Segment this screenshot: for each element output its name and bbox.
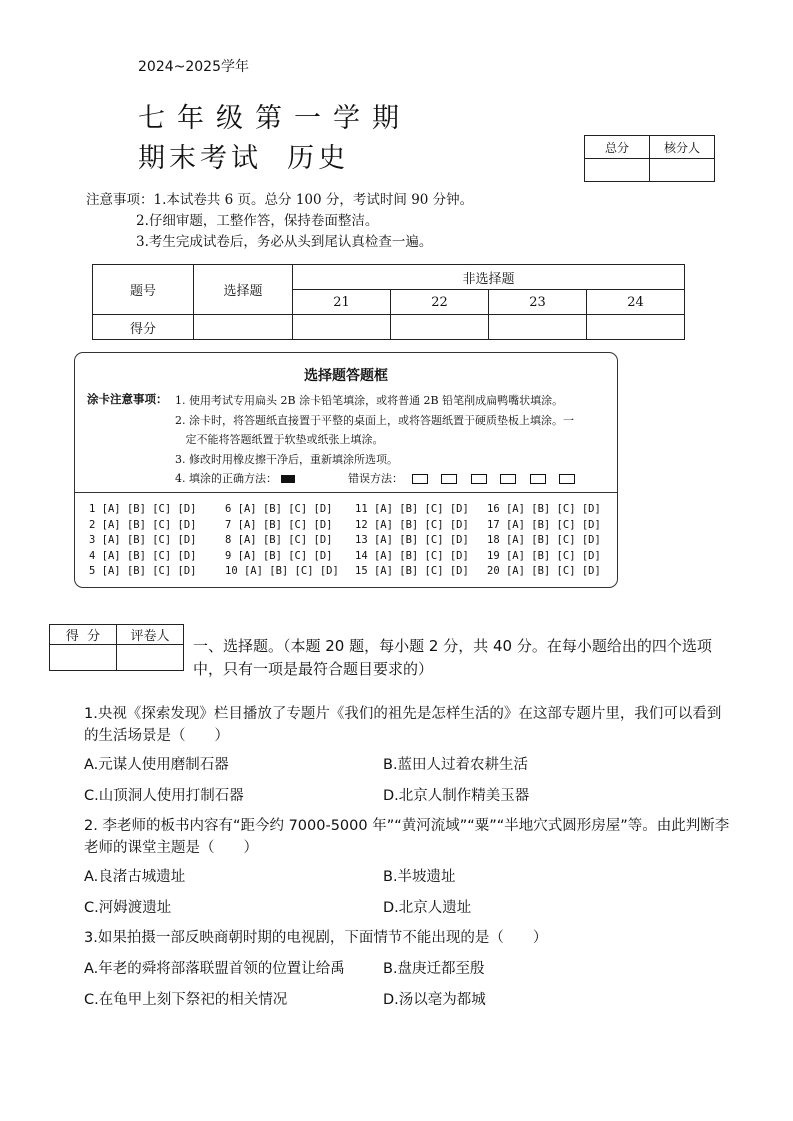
option: B.蓝田人过着农耕生活 bbox=[383, 757, 529, 773]
option: D.北京人制作精美玉器 bbox=[383, 788, 530, 804]
answer-sheet-title: 选择题答题框 bbox=[304, 368, 388, 384]
instruction-line: 2. 涂卡时，将答题纸直接置于平整的桌面上，或将答题纸置于硬质垫板上填涂。一 bbox=[175, 413, 574, 427]
instructions-label: 涂卡注意事项： bbox=[87, 392, 168, 406]
bubble-row: 4 [A] [B] [C] [D] bbox=[89, 549, 197, 562]
score-cell bbox=[587, 315, 685, 340]
bubble-row: 11 [A] [B] [C] [D] bbox=[355, 503, 469, 515]
bubble-row: 12 [A] [B] [C] [D] bbox=[355, 518, 469, 531]
question-stem: 2. 李老师的板书内容有“距今约 7000-5000 年”“黄河流域”“粟”“半地穴式圆形房屋”等。由此判断李老师的课堂主题是（ ） bbox=[84, 818, 730, 856]
col-22: 22 bbox=[391, 290, 489, 315]
wrong-partial-icon bbox=[500, 474, 516, 484]
sheet-divider bbox=[75, 492, 617, 493]
option: A.良渚古城遗址 bbox=[84, 869, 186, 885]
bubble-row: 9 [A] [B] [C] [D] bbox=[225, 549, 333, 562]
wrong-dot-icon bbox=[441, 474, 457, 484]
col-23: 23 bbox=[489, 290, 587, 315]
checker-cell bbox=[650, 159, 715, 182]
exam-subtitle: 期末考试 历史 bbox=[138, 143, 350, 174]
col-21: 21 bbox=[293, 290, 391, 315]
option: D.北京人遗址 bbox=[383, 900, 472, 916]
q-no-header: 题号 bbox=[93, 265, 194, 315]
option: C.山顶洞人使用打制石器 bbox=[84, 788, 244, 804]
grader-reviewer-cell bbox=[117, 645, 184, 671]
score-cell bbox=[489, 315, 587, 340]
option: C.在龟甲上刻下祭祀的相关情况 bbox=[84, 992, 288, 1008]
grader-score-label: 得 分 bbox=[50, 625, 117, 645]
score-row-label: 得分 bbox=[93, 315, 194, 340]
wrong-methods-label: 错误方法： bbox=[348, 472, 403, 485]
bubble-row: 20 [A] [B] [C] [D] bbox=[487, 565, 601, 577]
bubble-row: 16 [A] [B] [C] [D] bbox=[487, 503, 601, 515]
instruction-line: 1. 使用考试专用扁头 2B 涂卡铅笔填涂，或将普通 2B 铅笔削成扁鸭嘴状填涂。 bbox=[175, 394, 564, 407]
bubble-row: 15 [A] [B] [C] [D] bbox=[355, 565, 469, 577]
option: B.盘庚迁都至殷 bbox=[383, 961, 485, 977]
section-heading: 一、选择题。（本题 20 题，每小题 2 分，共 40 分。在每小题给出的四个选项中，只有一项是最符合题目要求的） bbox=[193, 637, 712, 678]
bubble-row: 17 [A] [B] [C] [D] bbox=[487, 518, 601, 531]
score-cell bbox=[194, 315, 293, 340]
score-table bbox=[92, 264, 685, 340]
bubble-row: 6 [A] [B] [C] [D] bbox=[225, 503, 333, 515]
score-cell bbox=[391, 315, 489, 340]
total-score-cell bbox=[585, 159, 650, 182]
bubble-row: 1 [A] [B] [C] [D] bbox=[89, 503, 197, 515]
grader-score-cell bbox=[50, 645, 117, 671]
bubble-row: 18 [A] [B] [C] [D] bbox=[487, 534, 601, 546]
wrong-slash-icon bbox=[559, 474, 575, 484]
school-year: 2024~2025学年 bbox=[138, 59, 249, 75]
bubble-row: 8 [A] [B] [C] [D] bbox=[225, 534, 333, 546]
choice-header: 选择题 bbox=[194, 265, 293, 315]
bubble-row: 19 [A] [B] [C] [D] bbox=[487, 549, 601, 562]
option: C.河姆渡遗址 bbox=[84, 900, 172, 916]
option: D.汤以亳为都城 bbox=[383, 992, 486, 1008]
bubble-row: 14 [A] [B] [C] [D] bbox=[355, 549, 469, 562]
option: A.年老的舜将部落联盟首领的位置让给禹 bbox=[84, 961, 345, 977]
option: A.元谋人使用磨制石器 bbox=[84, 757, 229, 773]
bubble-row: 5 [A] [B] [C] [D] bbox=[89, 565, 197, 577]
bubble-row: 7 [A] [B] [C] [D] bbox=[225, 518, 333, 531]
notes-label: 注意事项： bbox=[86, 192, 154, 208]
question-stem: 1.央视《探索发现》栏目播放了专题片《我们的祖先是怎样生活的》在这部专题片里，我们可以看到的生活场景是（ ） bbox=[84, 706, 722, 744]
bubble-row: 3 [A] [B] [C] [D] bbox=[89, 534, 197, 546]
option: B.半坡遗址 bbox=[383, 869, 456, 885]
question-stem: 3.如果拍摄一部反映商朝时期的电视剧，下面情节不能出现的是（ ） bbox=[84, 930, 548, 946]
score-cell bbox=[293, 315, 391, 340]
grader-reviewer-label: 评卷人 bbox=[117, 625, 184, 645]
total-score-box bbox=[584, 135, 715, 182]
bubble-row: 10 [A] [B] [C] [D] bbox=[225, 565, 339, 577]
wrong-cross-icon bbox=[471, 474, 487, 484]
note-item: 3.考生完成试卷后，务必从头到尾认真检查一遍。 bbox=[136, 234, 433, 250]
answer-sheet bbox=[74, 352, 618, 588]
instruction-line: 4. 填涂的正确方法： bbox=[175, 472, 277, 485]
wrong-methods bbox=[348, 470, 580, 486]
total-score-label: 总分 bbox=[585, 136, 650, 159]
checker-label: 核分人 bbox=[650, 136, 715, 159]
wrong-circle-icon bbox=[530, 474, 546, 484]
instruction-line: 定不能将答题纸置于软垫或纸张上填涂。 bbox=[175, 433, 384, 446]
nonchoice-header: 非选择题 bbox=[293, 265, 685, 290]
exam-title: 七年级第一学期 bbox=[138, 103, 411, 134]
wrong-check-icon bbox=[412, 474, 428, 484]
note-item: 1.本试卷共 6 页。总分 100 分，考试时间 90 分钟。 bbox=[153, 192, 474, 208]
correct-fill-icon bbox=[281, 475, 295, 483]
note-item: 2.仔细审题，工整作答，保持卷面整洁。 bbox=[136, 213, 379, 229]
bubble-row: 2 [A] [B] [C] [D] bbox=[89, 518, 197, 531]
notes bbox=[86, 190, 473, 253]
grader-box bbox=[49, 624, 184, 671]
col-24: 24 bbox=[587, 290, 685, 315]
instruction-line: 3. 修改时用橡皮擦干净后，重新填涂所选项。 bbox=[175, 452, 398, 466]
bubble-row: 13 [A] [B] [C] [D] bbox=[355, 534, 469, 546]
